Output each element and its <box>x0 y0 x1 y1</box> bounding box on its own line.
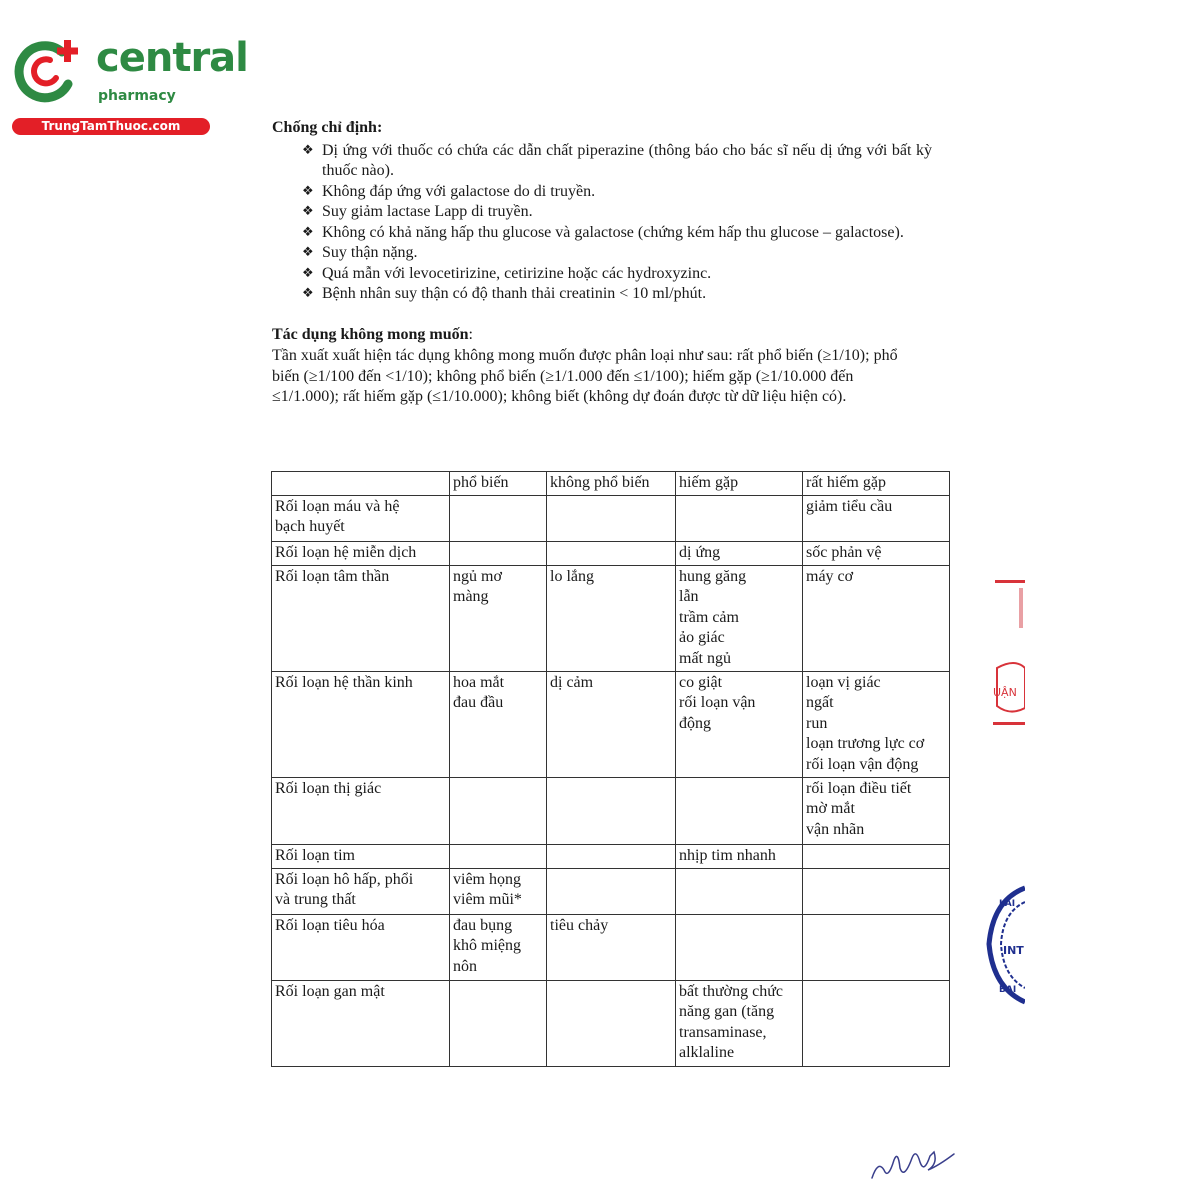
cell-line: transaminase, <box>679 1023 767 1041</box>
cell-line: khô miệng <box>453 937 521 954</box>
table-cell <box>547 565 676 671</box>
list-item: ❖ Suy giảm lactase Lapp di truyền. <box>302 202 932 223</box>
blue-round-stamp-fragment-icon <box>985 880 1025 1010</box>
table-cell <box>676 868 803 914</box>
cell-line: sốc phản vệ <box>806 543 882 561</box>
table-cell <box>547 671 676 777</box>
cell-line: lẫn <box>679 588 699 605</box>
cell-line: ngất <box>806 694 834 711</box>
table-cell <box>803 914 950 980</box>
cell-line: bất thường chức <box>679 982 783 1000</box>
table-cell <box>450 671 547 777</box>
table-cell <box>803 565 950 671</box>
list-item: ❖ Không đáp ứng với galactose do di truyền. <box>302 182 932 203</box>
cell-line: ảo giác <box>679 629 725 646</box>
cell-line: loạn vị giác <box>806 673 881 691</box>
table-row <box>272 495 950 541</box>
table-row <box>272 565 950 671</box>
cell-line: giảm tiểu cầu <box>806 497 893 515</box>
cell-line: màng <box>453 588 489 605</box>
cell-line: Rối loạn tâm thần <box>275 567 390 585</box>
cell-line: viêm họng <box>453 870 521 888</box>
cell-line: Rối loạn tiêu hóa <box>275 916 385 934</box>
table-row-category <box>272 914 450 980</box>
table-cell <box>450 844 547 868</box>
table-row <box>272 541 950 565</box>
diamond-bullet-icon: ❖ <box>302 142 314 158</box>
logo-brand-name: central <box>96 35 248 81</box>
diamond-bullet-icon: ❖ <box>302 245 314 260</box>
table-cell <box>450 980 547 1066</box>
table-cell <box>676 980 803 1066</box>
contraindications-list <box>272 141 952 305</box>
cell-line: dị cảm <box>550 673 594 691</box>
list-item: ❖ Dị ứng với thuốc có chứa các dẫn chất piperazine (thông báo cho bác sĩ nếu dị ứng với bất kỳ thuốc nào). <box>302 141 932 179</box>
signature-scribble-icon <box>868 1140 958 1185</box>
cell-line: năng gan (tăng <box>679 1003 775 1020</box>
document-body <box>272 118 952 408</box>
table-cell <box>676 495 803 541</box>
table-cell <box>676 844 803 868</box>
table-header-cell <box>272 472 450 496</box>
table-cell <box>803 844 950 868</box>
table-cell <box>803 671 950 777</box>
stamp-text-3: BAI <box>999 985 1017 995</box>
central-logo-icon <box>10 38 90 104</box>
cell-line: alklaline <box>679 1044 735 1061</box>
table-row-category <box>272 868 450 914</box>
cell-line: ngủ mơ <box>453 567 502 585</box>
stamp-text-1: LAI <box>999 899 1016 909</box>
stamp-text-2: INT <box>1003 944 1024 957</box>
side-effects-heading-line: Tác dụng không mong muốn: <box>272 325 473 343</box>
cell-line: dị ứng <box>679 543 721 561</box>
red-stamp-fragment-icon <box>985 578 1025 728</box>
list-item: ❖ Quá mẫn với levocetirizine, cetirizine hoặc các hydroxyzinc. <box>302 264 932 285</box>
table-header-cell: hiếm gặp <box>676 472 803 496</box>
table-cell <box>547 495 676 541</box>
cell-line: Rối loạn hệ miễn dịch <box>275 543 417 561</box>
cell-line: co giật <box>679 673 723 691</box>
diamond-bullet-icon: ❖ <box>302 286 314 301</box>
table-row-category <box>272 671 450 777</box>
cell-line: Rối loạn gan mật <box>275 982 385 1000</box>
table-cell <box>803 495 950 541</box>
table-row-category <box>272 541 450 565</box>
table-cell <box>676 777 803 844</box>
diamond-bullet-icon: ❖ <box>302 183 314 199</box>
stamp-top-text: UẬN <box>993 686 1017 699</box>
cell-line: lo lắng <box>550 567 594 585</box>
cell-line: đau đầu <box>453 694 504 711</box>
cell-line: rối loạn vận động <box>806 755 919 773</box>
list-item: ❖ Suy thận nặng. <box>302 243 932 264</box>
pharmacy-logo <box>10 35 248 136</box>
side-effects-heading: Tác dụng không mong muốn <box>272 325 469 343</box>
logo-subtitle: pharmacy <box>98 88 176 104</box>
table-cell <box>676 671 803 777</box>
cell-line: mờ mắt <box>806 800 855 817</box>
table-cell <box>450 868 547 914</box>
table-cell <box>803 541 950 565</box>
cell-line: rối loạn điều tiết <box>806 779 912 797</box>
table-row-category <box>272 777 450 844</box>
cell-line: run <box>806 714 828 732</box>
cell-line: đau bụng <box>453 916 513 934</box>
table-cell <box>676 565 803 671</box>
cell-line: Rối loạn hệ thần kinh <box>275 673 413 691</box>
side-effects-intro: Tần xuất xuất hiện tác dụng không mong muốn được phân loại như sau: rất phổ biến (≥1/10); phổ biến (≥1/100 đến <1/10); không phổ biến (≥1/1.000 đến ≤1/100); hiếm gặp (≥1/10.000 đến ≤1/1.000); rất hiếm gặp (≤1/10.000); không biết (không dự đoán được từ dữ liệu hiện có). <box>272 347 898 405</box>
table-cell <box>547 541 676 565</box>
cell-line: hung găng <box>679 567 747 585</box>
cell-line: rối loạn vận <box>679 694 756 711</box>
table-cell <box>803 777 950 844</box>
table-cell <box>676 914 803 980</box>
table-cell <box>547 980 676 1066</box>
cell-line: vận nhãn <box>806 820 865 838</box>
table-row-category <box>272 565 450 671</box>
cell-line: tiêu chảy <box>550 916 609 934</box>
table-row-category <box>272 495 450 541</box>
table-row <box>272 980 950 1066</box>
cell-line: mất ngủ <box>679 649 731 667</box>
cell-line: Rối loạn hô hấp, phổi <box>275 870 414 888</box>
table-cell <box>803 868 950 914</box>
table-row <box>272 914 950 980</box>
diamond-bullet-icon: ❖ <box>302 224 314 240</box>
table-cell <box>450 914 547 980</box>
cell-line: và trung thất <box>275 891 356 908</box>
cell-line: Rối loạn máu và hệ <box>275 497 400 515</box>
diamond-bullet-icon: ❖ <box>302 265 314 281</box>
table-header-cell: không phổ biến <box>547 472 676 496</box>
table-cell <box>547 777 676 844</box>
table-cell <box>450 565 547 671</box>
cell-line: nôn <box>453 957 477 975</box>
table-header-row <box>272 472 950 496</box>
table-row <box>272 844 950 868</box>
table-cell <box>450 495 547 541</box>
cell-line: Rối loạn tim <box>275 846 355 864</box>
logo-website: TrungTamThuoc.com <box>12 118 210 135</box>
contraindications-heading: Chống chỉ định: <box>272 119 383 136</box>
table-row <box>272 777 950 844</box>
table-header-cell: phổ biến <box>450 472 547 496</box>
list-item: ❖ Không có khả năng hấp thu glucose và galactose (chứng kém hấp thu glucose – galactose). <box>302 223 932 244</box>
cell-line: bạch huyết <box>275 518 345 535</box>
side-effects-table <box>271 471 950 1067</box>
list-item: ❖ Bệnh nhân suy thận có độ thanh thải creatinin < 10 ml/phút. <box>302 284 932 305</box>
cell-line: hoa mắt <box>453 673 505 691</box>
table-row <box>272 671 950 777</box>
side-effects-section <box>272 325 952 408</box>
cell-line: loạn trương lực cơ <box>806 735 925 752</box>
diamond-bullet-icon: ❖ <box>302 204 314 219</box>
table-cell <box>547 844 676 868</box>
table-row-category <box>272 980 450 1066</box>
table-cell <box>676 541 803 565</box>
table-row-category <box>272 844 450 868</box>
cell-line: viêm mũi* <box>453 891 522 908</box>
table-cell <box>450 777 547 844</box>
table-cell <box>450 541 547 565</box>
cell-line: Rối loạn thị giác <box>275 779 382 797</box>
cell-line: động <box>679 714 711 732</box>
cell-line: máy cơ <box>806 567 854 585</box>
table-cell <box>803 980 950 1066</box>
table-cell <box>547 868 676 914</box>
cell-line: trầm cảm <box>679 608 739 626</box>
cell-line: nhịp tim nhanh <box>679 846 776 864</box>
table-header-cell: rất hiếm gặp <box>803 472 950 496</box>
table-row <box>272 868 950 914</box>
table-cell <box>547 914 676 980</box>
